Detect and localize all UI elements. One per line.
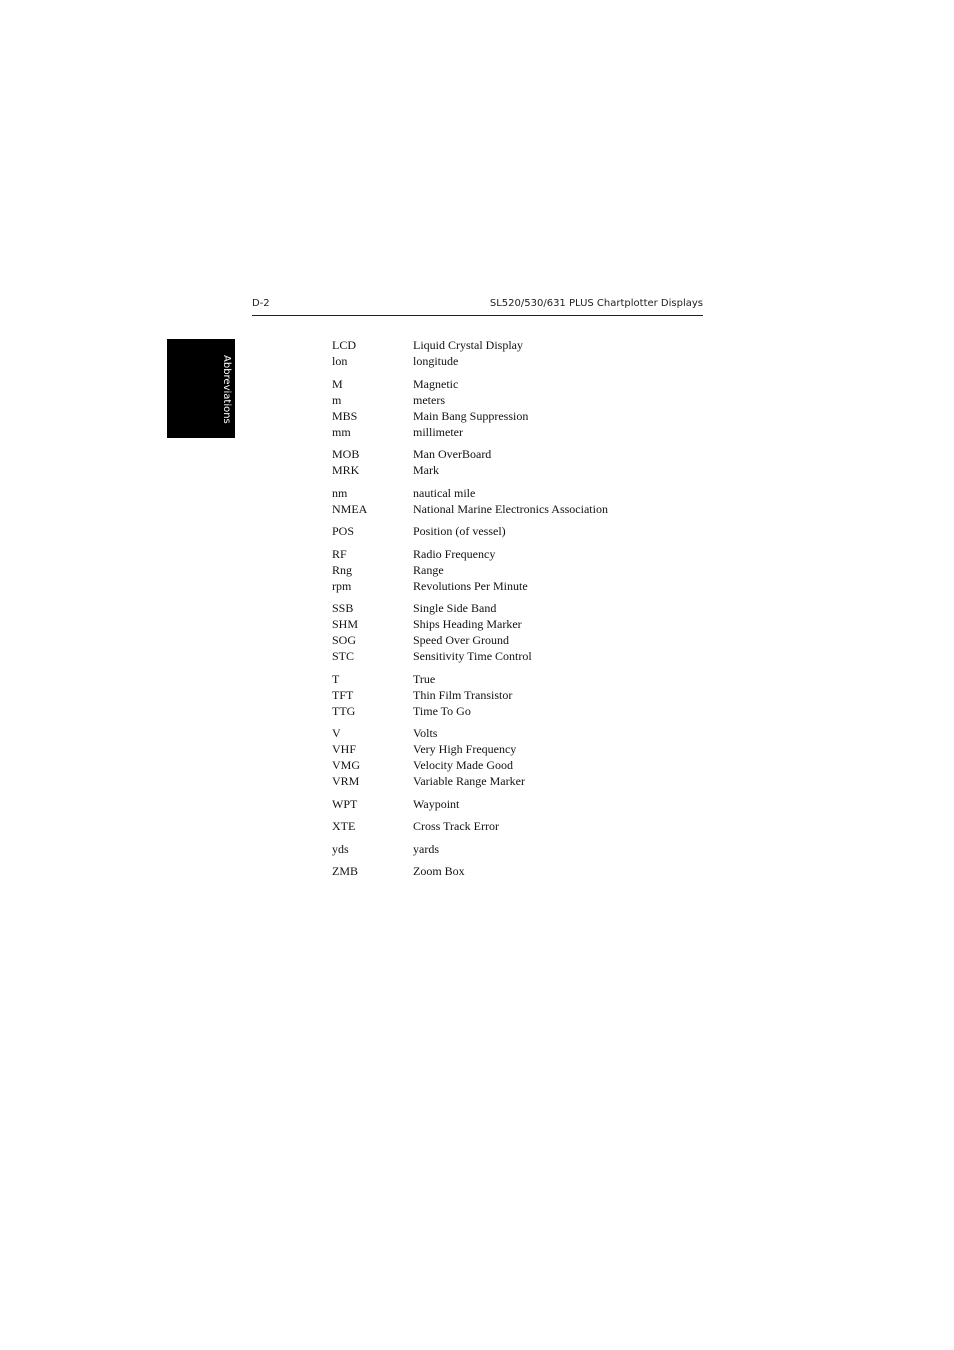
abbreviation-term: XTE: [332, 819, 356, 833]
abbreviation-term: MOB: [332, 447, 360, 461]
abbreviation-definition: nautical mile: [413, 485, 476, 500]
abbreviation-definition: Range: [413, 562, 444, 577]
abbreviation-group: [332, 601, 712, 665]
abbreviation-row: [332, 819, 712, 835]
abbreviation-definition: Mark: [413, 463, 439, 477]
abbreviation-definition: Liquid Crystal Display: [413, 338, 523, 352]
abbreviation-row: [332, 409, 712, 425]
abbreviation-term: MRK: [332, 463, 360, 477]
abbreviation-row: [332, 688, 712, 704]
abbreviation-definition: Main Bang Suppression: [413, 408, 529, 423]
abbreviation-definition: longitude: [413, 354, 459, 368]
abbreviation-group: [332, 447, 712, 479]
abbreviation-row: [332, 617, 712, 633]
abbreviation-group: [332, 672, 712, 720]
abbreviation-row: [332, 447, 712, 463]
abbreviation-term: POS: [332, 524, 355, 538]
abbreviation-term: V: [332, 726, 341, 740]
abbreviation-term: M: [332, 376, 343, 391]
abbreviation-row: [332, 704, 712, 720]
abbreviation-row: [332, 377, 712, 393]
abbreviation-term: SSB: [332, 601, 354, 615]
abbreviation-term: rpm: [332, 578, 352, 593]
abbreviation-row: [332, 758, 712, 774]
abbreviation-term: TFT: [332, 687, 354, 702]
abbreviation-term: NMEA: [332, 501, 368, 516]
abbreviation-definition: Velocity Made Good: [413, 758, 513, 772]
abbreviation-definition: Volts: [413, 726, 438, 740]
abbreviation-row: [332, 579, 712, 595]
abbreviation-term: VMG: [332, 758, 361, 772]
abbreviation-definition: Very High Frequency: [413, 742, 517, 756]
abbreviation-term: LCD: [332, 338, 356, 352]
abbreviation-row: [332, 354, 712, 370]
abbreviation-row: [332, 463, 712, 479]
abbreviation-group: [332, 819, 712, 835]
abbreviation-term: VRM: [332, 774, 360, 788]
abbreviation-definition: Speed Over Ground: [413, 633, 509, 647]
abbreviation-row: [332, 797, 712, 813]
abbreviation-term: yds: [332, 841, 349, 856]
abbreviation-definition: Man OverBoard: [413, 447, 492, 461]
abbreviation-definition: Variable Range Marker: [413, 774, 525, 788]
abbreviation-row: [332, 393, 712, 409]
abbreviation-group: [332, 842, 712, 858]
abbreviation-definition: millimeter: [413, 424, 463, 439]
abbreviation-definition: yards: [413, 841, 439, 856]
abbreviation-row: [332, 524, 712, 540]
abbreviation-term: VHF: [332, 742, 357, 756]
abbreviation-row: [332, 425, 712, 441]
abbreviation-term: MBS: [332, 408, 358, 423]
abbreviation-term: RF: [332, 546, 347, 561]
abbreviation-definition: National Marine Electronics Association: [413, 501, 608, 516]
abbreviation-term: lon: [332, 354, 348, 368]
abbreviation-group: [332, 377, 712, 441]
abbreviation-row: [332, 672, 712, 688]
abbreviation-definition: meters: [413, 392, 445, 407]
abbreviation-group: [332, 338, 712, 370]
abbreviation-row: [332, 486, 712, 502]
abbreviation-row: [332, 633, 712, 649]
abbreviation-definition: Ships Heading Marker: [413, 617, 522, 631]
abbreviation-term: Rng: [332, 562, 353, 577]
abbreviation-term: mm: [332, 424, 351, 439]
abbreviation-group: [332, 726, 712, 790]
abbreviation-definition: Thin Film Transistor: [413, 687, 513, 702]
section-tab: [167, 339, 235, 438]
abbreviation-term: SHM: [332, 617, 359, 631]
abbreviation-group: [332, 547, 712, 595]
abbreviation-row: [332, 726, 712, 742]
abbreviation-term: ZMB: [332, 864, 359, 878]
abbreviation-term: nm: [332, 485, 348, 500]
abbreviation-row: [332, 842, 712, 858]
abbreviation-row: [332, 563, 712, 579]
abbreviation-term: m: [332, 392, 342, 407]
section-tab-label: Abbreviations: [221, 355, 232, 424]
abbreviation-definition: Revolutions Per Minute: [413, 578, 528, 593]
abbreviation-definition: Sensitivity Time Control: [413, 649, 532, 663]
abbreviation-group: [332, 797, 712, 813]
abbreviation-term: TTG: [332, 703, 356, 718]
abbreviation-row: [332, 338, 712, 354]
abbreviation-list: [332, 338, 712, 887]
abbreviation-definition: True: [413, 671, 436, 686]
abbreviation-definition: Waypoint: [413, 796, 460, 811]
document-title: SL520/530/631 PLUS Chartplotter Displays: [489, 298, 703, 309]
abbreviation-group: [332, 486, 712, 518]
abbreviation-term: SOG: [332, 633, 357, 647]
abbreviation-row: [332, 774, 712, 790]
abbreviation-row: [332, 649, 712, 665]
abbreviation-term: WPT: [332, 796, 358, 811]
page-header: [252, 296, 703, 316]
abbreviation-row: [332, 547, 712, 563]
abbreviation-group: [332, 524, 712, 540]
abbreviation-row: [332, 864, 712, 880]
abbreviation-row: [332, 502, 712, 518]
abbreviation-definition: Time To Go: [413, 703, 471, 718]
abbreviation-definition: Magnetic: [413, 376, 459, 391]
abbreviation-group: [332, 864, 712, 880]
abbreviation-definition: Radio Frequency: [413, 546, 496, 561]
page-number: D-2: [252, 298, 270, 309]
abbreviation-definition: Single Side Band: [413, 601, 497, 615]
abbreviation-term: T: [332, 671, 340, 686]
abbreviation-row: [332, 742, 712, 758]
abbreviation-definition: Cross Track Error: [413, 819, 499, 833]
abbreviation-definition: Position (of vessel): [413, 524, 506, 538]
abbreviation-term: STC: [332, 649, 355, 663]
abbreviation-definition: Zoom Box: [413, 864, 465, 878]
abbreviation-row: [332, 601, 712, 617]
